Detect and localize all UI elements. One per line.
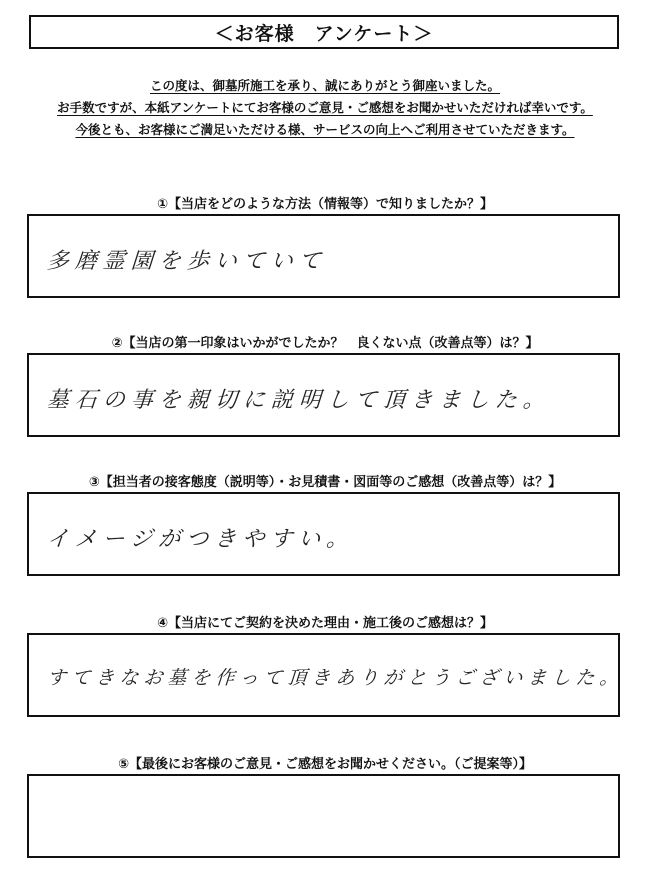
answer-3-text: イメージがつきやすい。 — [45, 527, 356, 552]
answer-2-text: 墓石の事を親切に説明して頂きました。 — [45, 388, 552, 413]
answer-3-box — [27, 492, 620, 576]
answer-1-text: 多磨霊園を歩いていて — [45, 249, 328, 274]
survey-title: ＜お客様 アンケート＞ — [29, 15, 619, 49]
intro-line-text: この度は、御墓所施工を承り、誠にありがとう御座いました。 — [149, 78, 500, 93]
intro-line-text: 今後とも、お客様にご満足いただける様、サービスの向上へご利用させていただきます。 — [75, 122, 575, 137]
answer-1-box — [27, 214, 620, 298]
answer-2-box — [27, 353, 620, 437]
intro-line — [20, 97, 630, 119]
question-2-label: ②【当店の第一印象はいかがでしたか？ 良くない点（改善点等）は？】 — [111, 336, 539, 351]
intro-line-text: お手数ですが、本紙アンケートにてお客様のご意見・ご感想をお聞かせいただければ幸いです。 — [57, 100, 593, 115]
question-5-label: ⑤【最後にお客様のご意見・ご感想をお聞かせください。（ご提案等）】 — [117, 757, 532, 772]
answer-5-box — [27, 774, 620, 858]
question-3-label: ③【担当者の接客態度（説明等）・お見積書・図面等のご感想（改善点等）は？】 — [88, 475, 562, 490]
answer-4-box — [27, 633, 625, 717]
intro-line — [20, 75, 630, 97]
question-1-label: ①【当店をどのような方法（情報等）で知りましたか？】 — [156, 197, 493, 212]
answer-4-text: すてきなお墓を作って頂きありがとうございました。 — [46, 667, 625, 689]
intro-text — [20, 75, 630, 141]
question-4-label: ④【当店にてご契約を決めた理由・施工後のご感想は？】 — [156, 616, 493, 631]
intro-line — [20, 119, 630, 141]
